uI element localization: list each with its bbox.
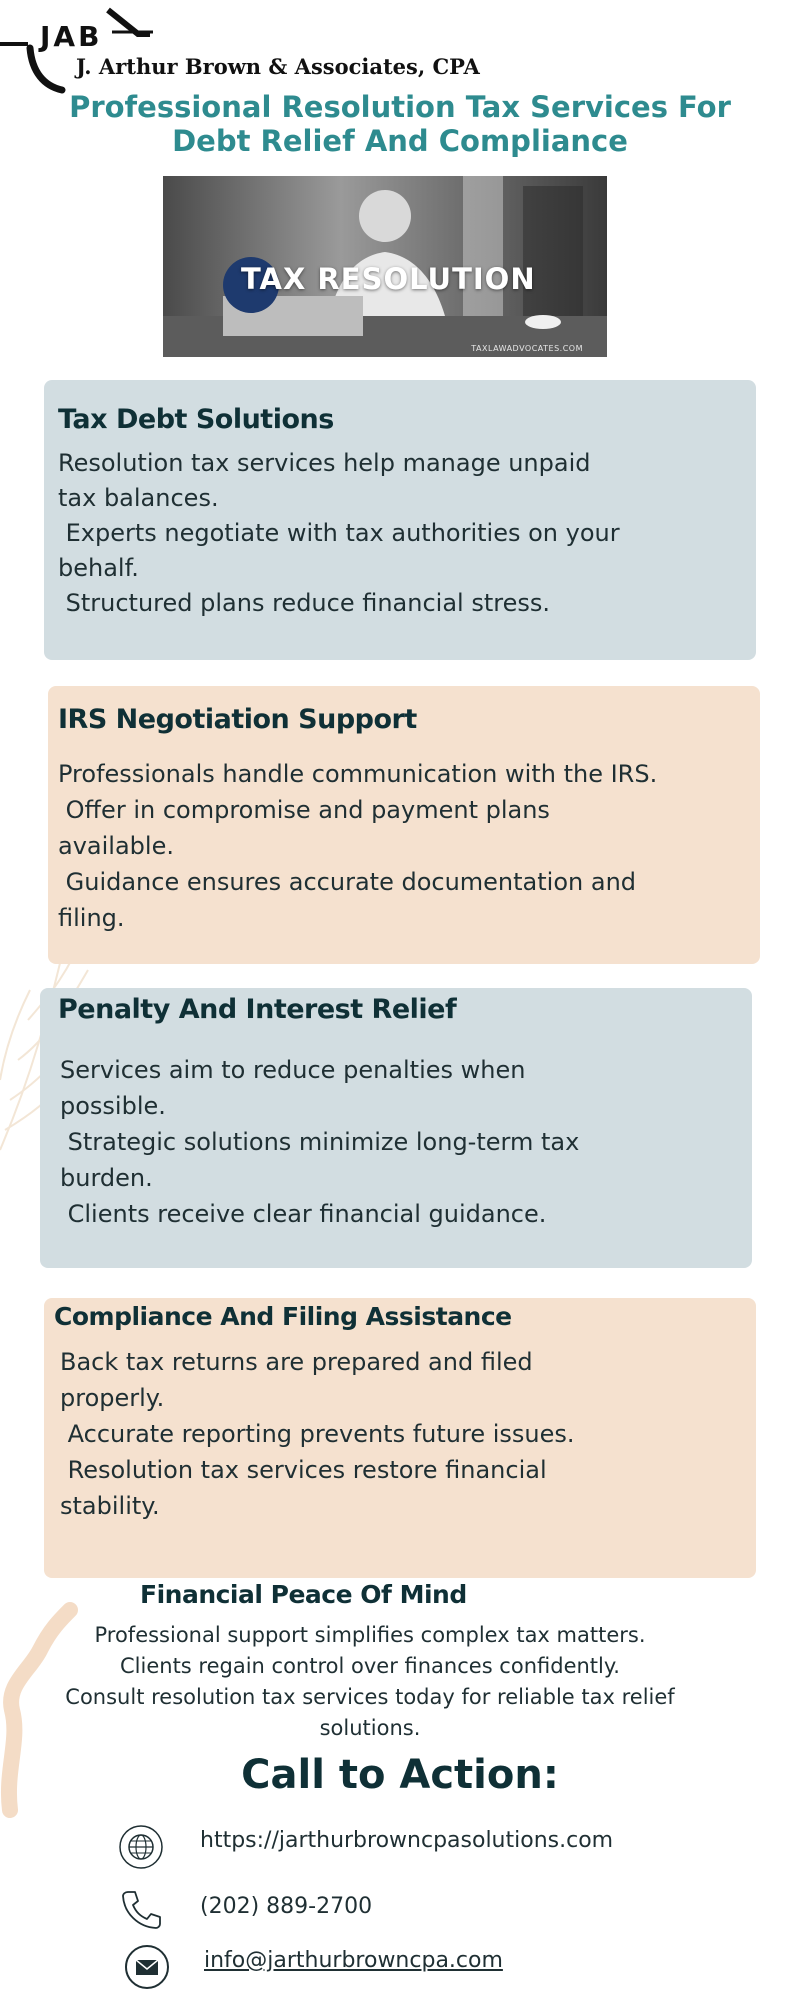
card-line: behalf. bbox=[58, 554, 139, 582]
peace-of-mind-body bbox=[30, 1620, 710, 1744]
card-line: properly. bbox=[60, 1384, 165, 1412]
card-line: Offer in compromise and payment plans bbox=[58, 796, 550, 824]
peace-line: Professional support simplifies complex tax matters. bbox=[94, 1623, 646, 1647]
card-line: Resolution tax services help manage unpaid bbox=[58, 449, 591, 477]
card-line: Structured plans reduce financial stress. bbox=[58, 589, 550, 617]
card-line: possible. bbox=[60, 1092, 166, 1120]
card-line: Services aim to reduce penalties when bbox=[60, 1056, 526, 1084]
card-tax-debt-solutions bbox=[44, 380, 756, 660]
card-compliance-filing bbox=[44, 1298, 756, 1578]
card-body bbox=[58, 756, 657, 936]
peace-of-mind-title: Financial Peace Of Mind bbox=[140, 1580, 467, 1609]
card-line: filing. bbox=[58, 904, 125, 932]
card-line: Accurate reporting prevents future issues. bbox=[60, 1420, 575, 1448]
phone-number[interactable]: (202) 889-2700 bbox=[200, 1894, 373, 1919]
card-line: Resolution tax services restore financial bbox=[60, 1456, 547, 1484]
card-line: stability. bbox=[60, 1492, 160, 1520]
card-line: Guidance ensures accurate documentation and bbox=[58, 868, 637, 896]
card-title: Penalty And Interest Relief bbox=[58, 994, 457, 1025]
logo-text: JAB bbox=[40, 20, 103, 53]
phone-icon bbox=[118, 1886, 164, 1932]
card-line: Clients receive clear financial guidance. bbox=[60, 1200, 547, 1228]
page-title-line-1: Professional Resolution Tax Services For bbox=[69, 90, 731, 124]
card-title: IRS Negotiation Support bbox=[58, 704, 417, 735]
card-line: Strategic solutions minimize long-term tax bbox=[60, 1128, 580, 1156]
peace-line: Clients regain control over finances confidently. bbox=[120, 1654, 620, 1678]
card-body bbox=[60, 1052, 579, 1232]
card-title: Compliance And Filing Assistance bbox=[54, 1302, 512, 1331]
email-link[interactable]: info@jarthurbrowncpa.com bbox=[204, 1948, 503, 1973]
card-line: Back tax returns are prepared and filed bbox=[60, 1348, 533, 1376]
card-line: Professionals handle communication with the IRS. bbox=[58, 760, 658, 788]
card-line: available. bbox=[58, 832, 174, 860]
card-body bbox=[60, 1344, 575, 1524]
card-line: burden. bbox=[60, 1164, 153, 1192]
website-link[interactable]: https://jarthurbrowncpasolutions.com bbox=[200, 1828, 614, 1853]
globe-icon bbox=[118, 1824, 164, 1870]
cta-title: Call to Action: bbox=[241, 1752, 559, 1798]
hero-image bbox=[163, 176, 607, 357]
peace-line: Consult resolution tax services today for reliable tax relief bbox=[65, 1685, 675, 1709]
peace-line: solutions. bbox=[319, 1716, 421, 1740]
hero-watermark: TAXLAWADVOCATES.COM bbox=[471, 344, 583, 353]
card-penalty-interest-relief bbox=[40, 988, 752, 1268]
card-line: Experts negotiate with tax authorities on your bbox=[58, 519, 620, 547]
hero-label: TAX RESOLUTION bbox=[241, 262, 536, 296]
card-irs-negotiation-support bbox=[48, 686, 760, 964]
page-title-line-2: Debt Relief And Compliance bbox=[172, 124, 628, 158]
page-title bbox=[40, 90, 760, 158]
card-title: Tax Debt Solutions bbox=[58, 404, 334, 435]
firm-name: J. Arthur Brown & Associates, CPA bbox=[76, 54, 480, 79]
card-line: tax balances. bbox=[58, 484, 219, 512]
card-body bbox=[58, 446, 620, 621]
envelope-icon bbox=[124, 1944, 170, 1990]
